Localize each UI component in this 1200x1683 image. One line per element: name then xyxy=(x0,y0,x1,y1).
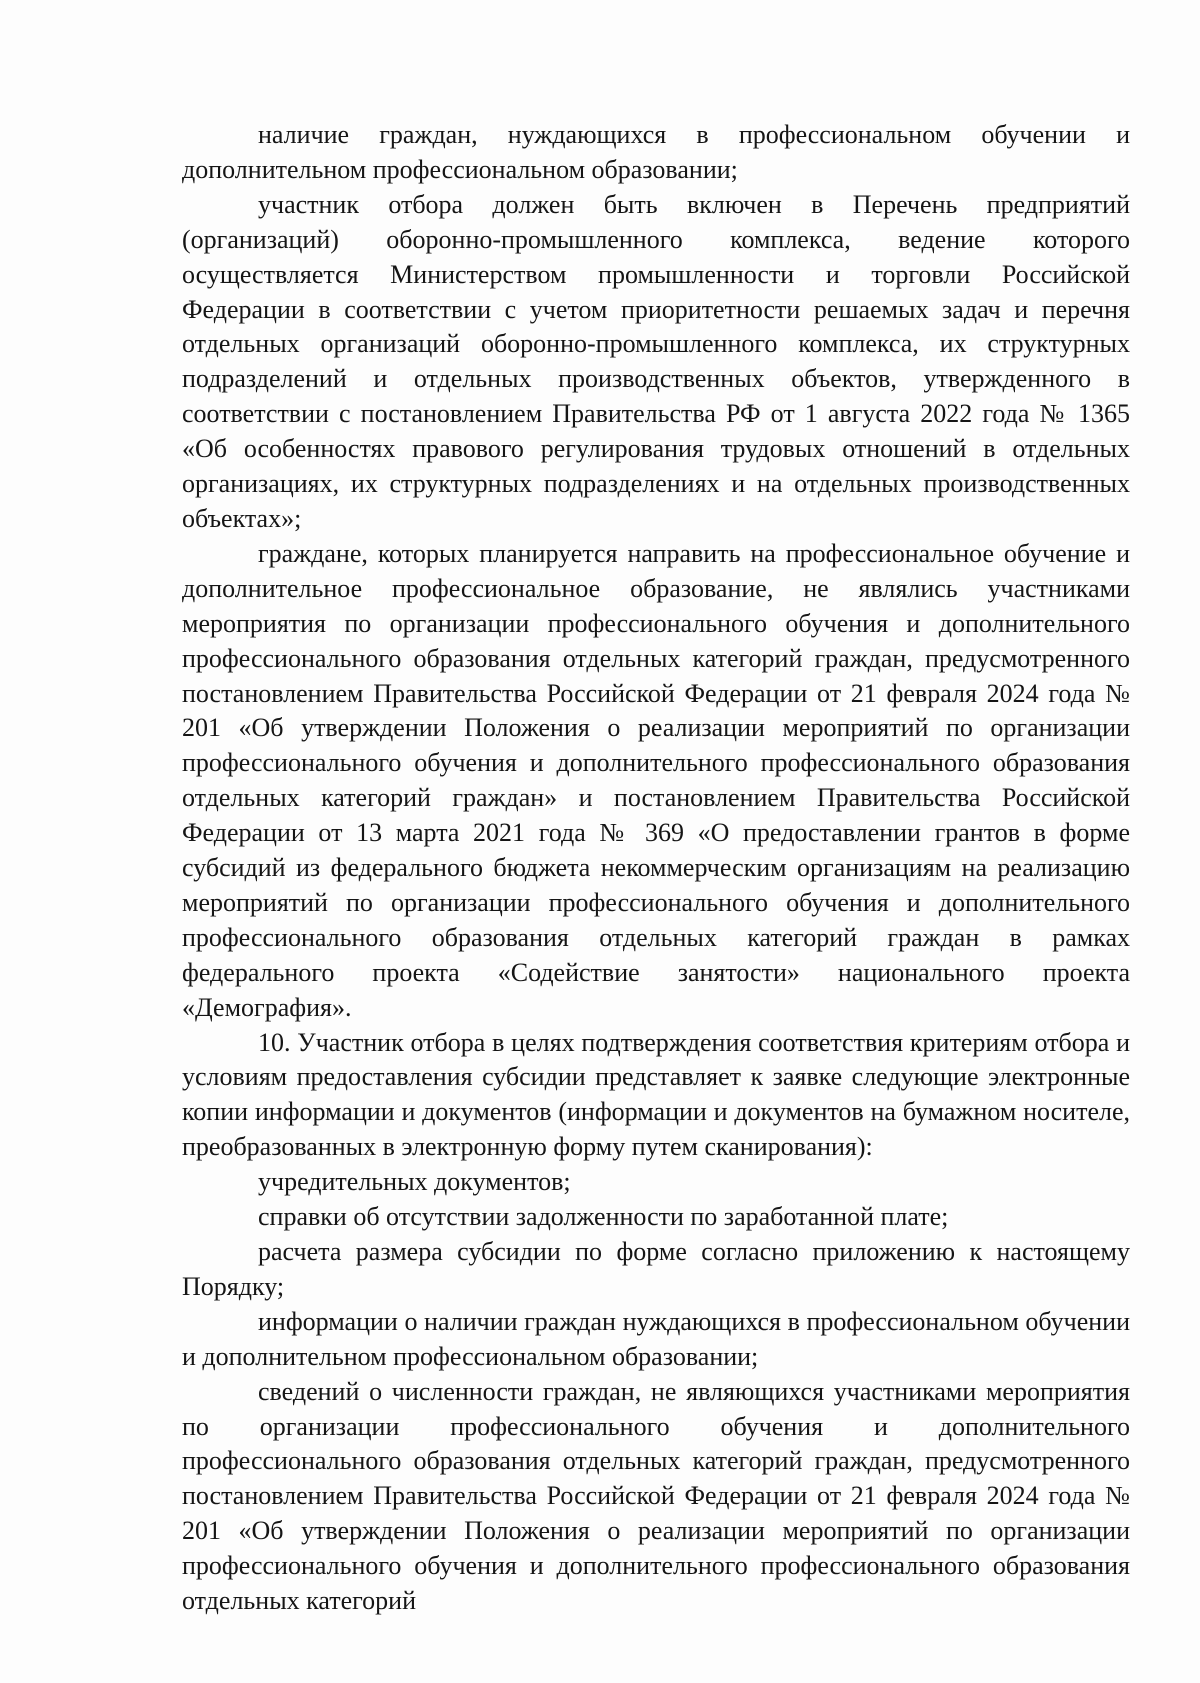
list-item-headcount-info: сведений о численности граждан, не являющихся участниками мероприятия по организации профессионального обучения и дополнительного профессионального образования отдельных категорий граждан, предусмотренного постановлением Правительства Российской Федерации от 21 февраля 2024 года № 201 «Об утверждении Положения о реализации мероприятий по организации профессионального обучения и дополнительного профессионального образования отдельных категорий xyxy=(182,1376,1130,1616)
paragraph-defense-enterprise-list: участник отбора должен быть включен в Перечень предприятий (организаций) оборонно-промышленного комплекса, ведение которого осуществляется Министерством промышленности и торговли Российской Федерации в соответствии с учетом приоритетности решаемых задач и перечня отдельных организаций оборонно-промышленного комплекса, их структурных подразделений и отдельных производственных объектов, утвержденного в соответствии с постановлением Правительства РФ от 1 августа 2022 года № 1365 «Об особенностях правового регулирования трудовых отношений в отдельных организациях, их структурных подразделениях и на отдельных производственных объектах»; xyxy=(182,189,1130,533)
list-item-citizens-info: информации о наличии граждан нуждающихся в профессиональном обучении и дополнительном профессиональном образовании; xyxy=(182,1306,1130,1371)
paragraph-item-10: 10. Участник отбора в целях подтверждения соответствия критериям отбора и условиям предоставления субсидии представляет к заявке следующие электронные копии информации и документов (информации и документов на бумажном носителе, преобразованных в электронную форму путем сканирования): xyxy=(182,1027,1130,1162)
list-item-salary-debt-certificate: справки об отсутствии задолженности по заработанной плате; xyxy=(258,1202,949,1232)
document-body xyxy=(182,118,1130,1619)
paragraph-not-previous-participants: граждане, которых планируется направить на профессиональное обучение и дополнительное профессиональное образование, не являлись участниками мероприятия по организации профессионального обучения и дополнительного профессионального образования отдельных категорий граждан, предусмотренного постановлением Правительства Российской Федерации от 21 февраля 2024 года № 201 «Об утверждении Положения о реализации мероприятий по организации профессионального обучения и дополнительного профессионального образования отдельных категорий граждан» и постановлением Правительства Российской Федерации от 13 марта 2021 года № 369 «О предоставлении грантов в форме субсидий из федерального бюджета некоммерческим организациям на реализацию мероприятий по организации профессионального обучения и дополнительного профессионального образования отдельных категорий граждан в рамках федерального проекта «Содействие занятости» национального проекта «Демография». xyxy=(182,538,1130,1022)
list-item-founding-documents: учредительных документов; xyxy=(258,1167,571,1197)
paragraph-citizens-in-need: наличие граждан, нуждающихся в профессиональном обучении и дополнительном профессиональном образовании; xyxy=(182,120,1130,184)
list-item-subsidy-calculation: расчета размера субсидии по форме согласно приложению к настоящему Порядку; xyxy=(182,1237,1130,1301)
